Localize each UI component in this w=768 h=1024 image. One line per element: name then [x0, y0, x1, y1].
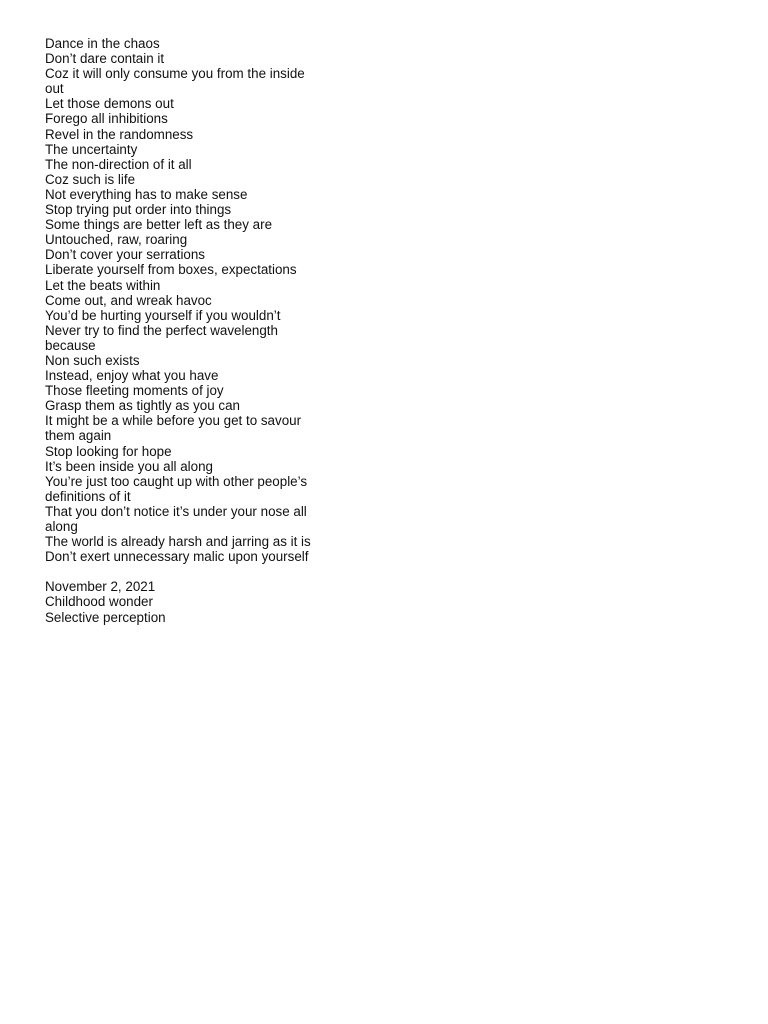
poem-line: Don’t exert unnecessary malic upon yourself	[45, 549, 309, 565]
poem-line: Don’t dare contain it	[45, 51, 165, 67]
poem-line: Coz such is life	[45, 171, 136, 187]
poem-line: Non such exists	[45, 352, 140, 368]
poem-line: It might be a while before you get to savour	[45, 413, 302, 429]
poem-line: Some things are better left as they are	[45, 217, 273, 233]
poem-line: Let the beats within	[45, 277, 161, 293]
poem-line: It’s been inside you all along	[45, 458, 213, 474]
poem-line: out	[45, 81, 64, 97]
poem-line: along	[45, 519, 78, 534]
poem-line: Liberate yourself from boxes, expectations	[45, 262, 297, 278]
poem-line: because	[45, 337, 96, 353]
poem-line: Not everything has to make sense	[45, 186, 248, 202]
poem-line: Instead, enjoy what you have	[45, 368, 219, 384]
date-line: November 2, 2021	[45, 579, 156, 595]
footer-line-selective-perception: Selective perception	[45, 609, 166, 625]
poem-line: You’d be hurting yourself if you wouldn’t	[45, 307, 281, 323]
poem-line: Come out, and wreak havoc	[45, 292, 212, 308]
poem-line: The non-direction of it all	[45, 156, 192, 172]
poem-line: The uncertainty	[45, 141, 138, 157]
poem-line: Stop looking for hope	[45, 443, 172, 459]
poem-line: Coz it will only consume you from the inside	[45, 66, 305, 82]
poem-line: them again	[45, 428, 112, 444]
poem-line: Never try to find the perfect wavelength	[45, 322, 278, 338]
footer-line-childhood-wonder: Childhood wonder	[45, 594, 153, 610]
poem-line: Revel in the randomness	[45, 126, 194, 142]
poem-line: You’re just too caught up with other people’s	[45, 473, 308, 489]
poem-line: Those fleeting moments of joy	[45, 383, 224, 399]
poem-line: Grasp them as tightly as you can	[45, 398, 241, 414]
poem-line: Stop trying put order into things	[45, 202, 232, 218]
blank-line	[45, 564, 365, 579]
poem-line: Don’t cover your serrations	[45, 247, 206, 263]
poem-text	[45, 36, 365, 625]
poem-line: Untouched, raw, roaring	[45, 232, 188, 248]
poem-line: Let those demons out	[45, 96, 174, 112]
poem-line: Forego all inhibitions	[45, 111, 168, 127]
poem-line: Dance in the chaos	[45, 36, 160, 51]
poem-line: That you don’t notice it’s under your nose all	[45, 503, 307, 519]
poem-line: definitions of it	[45, 488, 131, 504]
poem-line: The world is already harsh and jarring as it is	[45, 534, 311, 550]
